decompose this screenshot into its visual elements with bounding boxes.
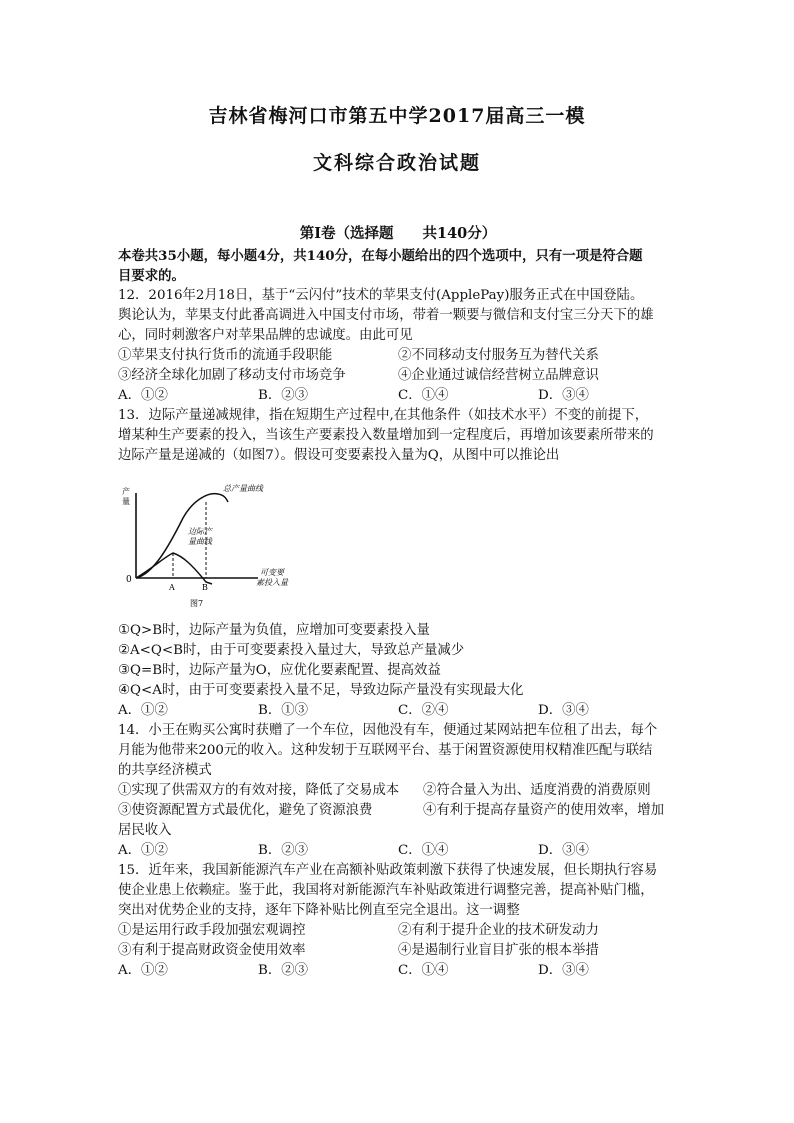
section-header: 第Ⅰ卷（选择题 共140分） bbox=[299, 225, 497, 242]
option-row bbox=[118, 781, 678, 801]
answer-choice: D．③④ bbox=[538, 963, 589, 978]
option: ②不同移动支付服务互为替代关系 bbox=[398, 348, 599, 363]
answer-choice: D．③④ bbox=[538, 388, 589, 403]
answer-choice: C．①④ bbox=[398, 963, 449, 978]
option: ④Q<A时，由于可变要素投入量不足，导致边际产量没有实现最大化 bbox=[118, 683, 524, 698]
option-row bbox=[118, 366, 678, 386]
option: ③使资源配置方式最优化，避免了资源浪费 bbox=[118, 803, 373, 818]
answer-choice: B．②③ bbox=[258, 843, 309, 858]
question-stem-line: 13．边际产量递减规律，指在短期生产过程中,在其他条件（如技术水平）不变的前提下， bbox=[118, 408, 649, 423]
option: ②有利于提升企业的技术研发动力 bbox=[398, 923, 599, 938]
answer-choice: A．①② bbox=[118, 963, 168, 978]
marginal-curve-label: 边际产 bbox=[188, 527, 212, 536]
doc-title: 吉林省梅河口市第五中学2017届高三一模 bbox=[208, 105, 586, 127]
answer-choice: A．①② bbox=[118, 843, 168, 858]
question-stem-line: 14．小王在购买公寓时获赠了一个车位，因他没有车，便通过某网站把车位租了出去，每个 bbox=[118, 723, 658, 738]
answer-row bbox=[118, 701, 678, 721]
question-12 bbox=[118, 286, 678, 406]
answer-choice: C．①④ bbox=[398, 388, 449, 403]
question-stem-line: 增某种生产要素的投入，当该生产要素投入数量增加到一定程度后，再增加该要素所带来的 bbox=[118, 428, 654, 443]
option: ①Q>B时，边际产量为负值，应增加可变要素投入量 bbox=[118, 623, 430, 638]
x-axis-label: 可变要 bbox=[260, 568, 284, 577]
question-stem-line: 边际产量是递减的（如图7）。假设可变要素投入量为Q，从图中可以推论出 bbox=[118, 448, 560, 463]
point-b-label: B bbox=[202, 583, 208, 592]
option: ④是遏制行业盲目扩张的根本举措 bbox=[398, 943, 599, 958]
total-curve-label: 总产量曲线 bbox=[223, 484, 263, 493]
option: ②A<Q<B时，由于可变要素投入量过大，导致总产量减少 bbox=[118, 643, 465, 658]
option-row bbox=[118, 801, 678, 821]
option-row bbox=[118, 921, 678, 941]
question-stem-line: 使企业患上依赖症。鉴于此，我国将对新能源汽车补贴政策进行调整完善，提高补贴门槛， bbox=[118, 883, 654, 898]
question-stem-line: 突出对优势企业的支持，逐年下降补贴比例直至完全退出。这一调整 bbox=[118, 903, 520, 918]
answer-choice: C．②④ bbox=[398, 703, 449, 718]
y-axis-label: 产 bbox=[122, 487, 130, 496]
question-stem-line: 12．2016年2月18日，基于“云闪付”技术的苹果支付(ApplePay)服务正式在中国登陆。 bbox=[118, 288, 644, 303]
question-stem-line: 的共享经济模式 bbox=[118, 763, 212, 778]
answer-row bbox=[118, 386, 678, 406]
question-stem-line: 舆论认为，苹果支付此番高调进入中国支付市场，带着一颗要与微信和支付宝三分天下的雄 bbox=[118, 308, 654, 323]
answer-choice: D．③④ bbox=[538, 703, 589, 718]
answer-choice: D．③④ bbox=[538, 843, 589, 858]
y-axis-label: 量 bbox=[122, 497, 130, 506]
total-product-curve bbox=[136, 494, 228, 578]
option: ①实现了供需双方的有效对接，降低了交易成本 bbox=[118, 783, 400, 798]
answer-choice: B．②③ bbox=[258, 388, 309, 403]
option-row bbox=[118, 346, 678, 366]
answer-row bbox=[118, 961, 678, 981]
point-a-label: A bbox=[169, 583, 175, 592]
answer-row bbox=[118, 841, 678, 861]
marginal-product-curve bbox=[136, 553, 212, 584]
exam-content bbox=[118, 224, 678, 981]
question-stem-line: 15．近年来，我国新能源汽车产业在高额补贴政策刺激下获得了快速发展，但长期执行容易 bbox=[118, 863, 658, 878]
figure-caption: 图7 bbox=[190, 599, 204, 608]
question-13 bbox=[118, 406, 678, 721]
marginal-curve-label: 量曲线 bbox=[188, 537, 212, 546]
instructions-line: 本卷共35小题，每小题4分，共140分，在每小题给出的四个选项中，只有一项是符合题 bbox=[118, 248, 643, 264]
option: ③有利于提高财政资金使用效率 bbox=[118, 943, 306, 958]
option: ④企业通过诚信经营树立品牌意识 bbox=[398, 368, 599, 383]
option-continuation: 居民收入 bbox=[118, 823, 172, 838]
answer-choice: B．②③ bbox=[258, 963, 309, 978]
answer-choice: C．①④ bbox=[398, 843, 449, 858]
production-curve-figure bbox=[122, 478, 328, 613]
option: ②符合量入为出、适度消费的消费原则 bbox=[423, 783, 651, 798]
question-stem-line: 月能为他带来200元的收入。这种发轫于互联网平台、基于闲置资源使用权精准匹配与联结 bbox=[118, 743, 653, 758]
origin-label: 0 bbox=[126, 575, 132, 585]
instructions-line: 目要求的。 bbox=[118, 268, 185, 284]
question-stem-line: 心，同时刺激客户对苹果品牌的忠诚度。由此可见 bbox=[118, 328, 413, 343]
x-axis-label: 素投入量 bbox=[256, 578, 288, 587]
answer-choice: B．①③ bbox=[258, 703, 309, 718]
option: ①是运用行政手段加强宏观调控 bbox=[118, 923, 306, 938]
option: ③Q=B时，边际产量为O，应优化要素配置、提高效益 bbox=[118, 663, 441, 678]
option-row bbox=[118, 941, 678, 961]
question-15 bbox=[118, 861, 678, 981]
doc-subtitle: 文科综合政治试题 bbox=[312, 152, 481, 174]
option: ④有利于提高存量资产的使用效率，增加 bbox=[423, 803, 665, 818]
option: ③经济全球化加剧了移动支付市场竞争 bbox=[118, 368, 346, 383]
answer-choice: A．①② bbox=[118, 388, 168, 403]
question-14 bbox=[118, 721, 678, 861]
option: ①苹果支付执行货币的流通手段职能 bbox=[118, 348, 333, 363]
answer-choice: A．①② bbox=[118, 703, 168, 718]
